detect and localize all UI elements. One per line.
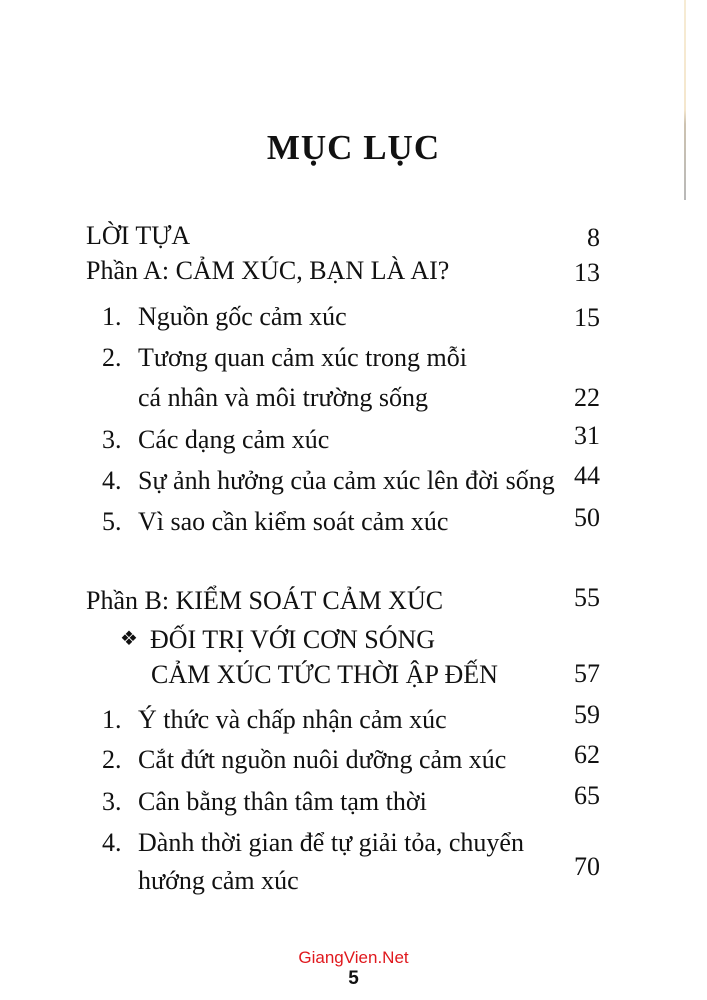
toc-entry-label: ĐỐI TRỊ VỚI CƠN SÓNG <box>150 625 436 654</box>
toc-page-number: 62 <box>574 740 600 769</box>
toc-entry-number: 4. <box>102 466 122 495</box>
toc-page-number: 44 <box>574 461 600 490</box>
toc-entry-label: Nguồn gốc cảm xúc <box>138 302 347 331</box>
toc-page-number: 31 <box>574 421 600 450</box>
toc-entry-label: Ý thức và chấp nhận cảm xúc <box>138 705 447 734</box>
toc-entry <box>102 425 329 455</box>
toc-page-number: 55 <box>574 583 600 612</box>
toc-page-number: 57 <box>574 659 600 688</box>
page-edge-mark <box>684 0 686 200</box>
toc-page-number: 65 <box>574 781 600 810</box>
toc-entry <box>102 466 555 496</box>
toc-page-number: 13 <box>574 258 600 287</box>
page-number: 5 <box>348 968 359 989</box>
diamond-bullet-icon: ❖ <box>120 628 138 650</box>
toc-entry-label: Các dạng cảm xúc <box>138 425 330 454</box>
toc-entry-label: Tương quan cảm xúc trong mỗi <box>138 343 467 372</box>
toc-entry <box>102 787 427 817</box>
toc-page-number: 8 <box>587 223 600 252</box>
toc-entry-label: Cân bằng thân tâm tạm thời <box>138 787 427 816</box>
toc-page-number: 50 <box>574 503 600 532</box>
toc-page-number: 59 <box>574 700 600 729</box>
toc-entry-subsection <box>120 624 435 655</box>
toc-page-number: 22 <box>574 383 600 412</box>
toc-entry-label: Vì sao cần kiểm soát cảm xúc <box>138 507 449 536</box>
toc-entry-label: Dành thời gian để tự giải tỏa, chuyển <box>138 828 524 857</box>
toc-entry <box>102 828 524 858</box>
toc-entry <box>102 745 506 775</box>
toc-entry <box>102 507 448 537</box>
toc-entry-number: 1. <box>102 302 122 331</box>
toc-entry <box>102 343 467 373</box>
toc-entry-label: Sự ảnh hưởng của cảm xúc lên đời sống <box>138 466 555 495</box>
toc-entry-number: 3. <box>102 787 122 816</box>
toc-entry-number: 2. <box>102 343 122 372</box>
toc-entry-number: 2. <box>102 745 122 774</box>
toc-entry <box>102 302 347 332</box>
toc-entry-label: Cắt đứt nguồn nuôi dưỡng cảm xúc <box>138 745 507 774</box>
toc-entry-part-a: Phần A: CẢM XÚC, BẠN LÀ AI? <box>86 256 450 285</box>
toc-entry-label-continuation: cá nhân và môi trường sống <box>138 383 428 412</box>
toc-entry-label-continuation: CẢM XÚC TỨC THỜI ẬP ĐẾN <box>151 660 498 689</box>
toc-entry <box>102 705 447 735</box>
toc-entry-number: 3. <box>102 425 122 454</box>
toc-entry-part-b: Phần B: KIỂM SOÁT CẢM XÚC <box>86 586 444 615</box>
toc-entry-number: 4. <box>102 828 122 857</box>
toc-page-number: 70 <box>574 852 600 881</box>
toc-entry-number: 1. <box>102 705 122 734</box>
page-title: MỤC LỤC <box>266 128 441 167</box>
toc-entry-label-continuation: hướng cảm xúc <box>138 866 299 895</box>
toc-entry-preface: LỜI TỰA <box>86 221 191 250</box>
toc-entry-number: 5. <box>102 507 122 536</box>
watermark-link: GiangVien.Net <box>298 948 409 967</box>
toc-page-number: 15 <box>574 303 600 332</box>
